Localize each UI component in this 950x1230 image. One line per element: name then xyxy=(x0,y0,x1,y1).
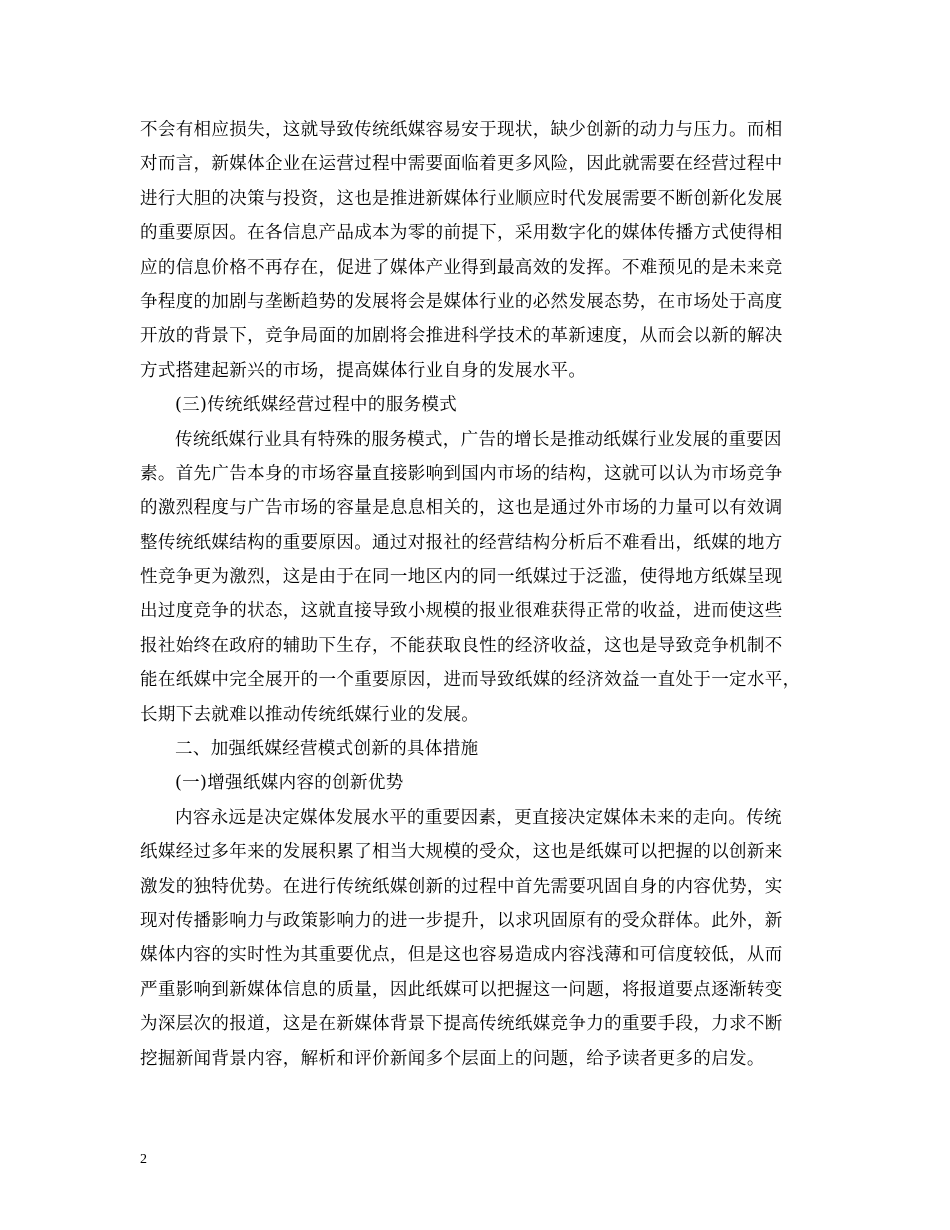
text-line: 纸媒经过多年来的发展积累了相当大规模的受众，这也是纸媒可以把握的以创新来 xyxy=(140,842,783,863)
paragraph-service-model xyxy=(140,423,820,733)
text-line: 争程度的加剧与垄断趋势的发展将会是媒体行业的必然发展态势，在市场处于高度 xyxy=(140,291,783,312)
text-line: 素。首先广告本身的市场容量直接影响到国内市场的结构，这就可以认为市场竞争 xyxy=(140,463,783,484)
subsection-heading-1 xyxy=(140,766,820,800)
text-line: 报社始终在政府的辅助下生存，不能获取良性的经济收益，这也是导致竞争机制不 xyxy=(140,635,783,656)
document-body xyxy=(140,113,820,1076)
text-line: 开放的背景下，竞争局面的加剧将会推进科学技术的革新速度，从而会以新的解决 xyxy=(140,326,783,347)
text-line: 不会有相应损失，这就导致传统纸媒容易安于现状，缺少创新的动力与压力。而相 xyxy=(140,120,783,140)
text-line: 对而言，新媒体企业在运营过程中需要面临着更多风险，因此就需要在经营过程中 xyxy=(140,154,783,175)
text-line: 激发的独特优势。在进行传统纸媒创新的过程中首先需要巩固自身的内容优势，实 xyxy=(140,876,783,897)
text-line: 出过度竞争的状态，这就直接导致小规模的报业很难获得正常的收益，进而使这些 xyxy=(140,601,783,622)
paragraph-content-advantage xyxy=(140,801,820,1076)
heading-text: 二、加强纸媒经营模式创新的具体措施 xyxy=(175,739,479,760)
text-line: 挖掘新闻背景内容，解析和评价新闻多个层面上的问题，给予读者更多的启发。 xyxy=(140,1048,765,1069)
page-number: 2 xyxy=(140,1152,147,1167)
text-line: 媒体内容的实时性为其重要优点，但是这也容易造成内容浅薄和可信度较低，从而 xyxy=(140,945,783,966)
text-line: 内容永远是决定媒体发展水平的重要因素，更直接决定媒体未来的走向。传统 xyxy=(175,807,782,828)
text-line: 严重影响到新媒体信息的质量，因此纸媒可以把握这一问题，将报道要点逐渐转变 xyxy=(140,979,783,1000)
heading-text: (一)增强纸媒内容的创新优势 xyxy=(175,773,404,794)
text-line: 方式搭建起新兴的市场，提高媒体行业自身的发展水平。 xyxy=(140,360,587,381)
section-heading-2 xyxy=(140,732,820,766)
text-line: 的激烈程度与广告市场的容量是息息相关的，这也是通过外市场的力量可以有效调 xyxy=(140,498,783,519)
text-line: 长期下去就难以推动传统纸媒行业的发展。 xyxy=(140,704,480,725)
text-line: 为深层次的报道，这是在新媒体背景下提高传统纸媒竞争力的重要手段，力求不断 xyxy=(140,1014,783,1035)
subsection-heading-3 xyxy=(140,388,820,422)
text-line: 性竞争更为激烈，这是由于在同一地区内的同一纸媒过于泛滥，使得地方纸媒呈现 xyxy=(140,567,783,588)
text-line: 应的信息价格不再存在，促进了媒体产业得到最高效的发挥。不难预见的是未来竞 xyxy=(140,257,783,278)
text-line: 传统纸媒行业具有特殊的服务模式，广告的增长是推动纸媒行业发展的重要因 xyxy=(175,429,782,450)
paragraph-continuation xyxy=(140,113,820,388)
text-line: 进行大胆的决策与投资，这也是推进新媒体行业顺应时代发展需要不断创新化发展 xyxy=(140,188,783,209)
text-line: 的重要原因。在各信息产品成本为零的前提下，采用数字化的媒体传播方式使得相 xyxy=(140,223,783,244)
text-line: 现对传播影响力与政策影响力的进一步提升，以求巩固原有的受众群体。此外，新 xyxy=(140,910,783,931)
text-line: 整传统纸媒结构的重要原因。通过对报社的经营结构分析后不难看出，纸媒的地方 xyxy=(140,532,783,553)
text-line: 能在纸媒中完全展开的一个重要原因，进而导致纸媒的经济效益一直处于一定水平， xyxy=(140,670,801,691)
heading-text: (三)传统纸媒经营过程中的服务模式 xyxy=(175,395,458,416)
